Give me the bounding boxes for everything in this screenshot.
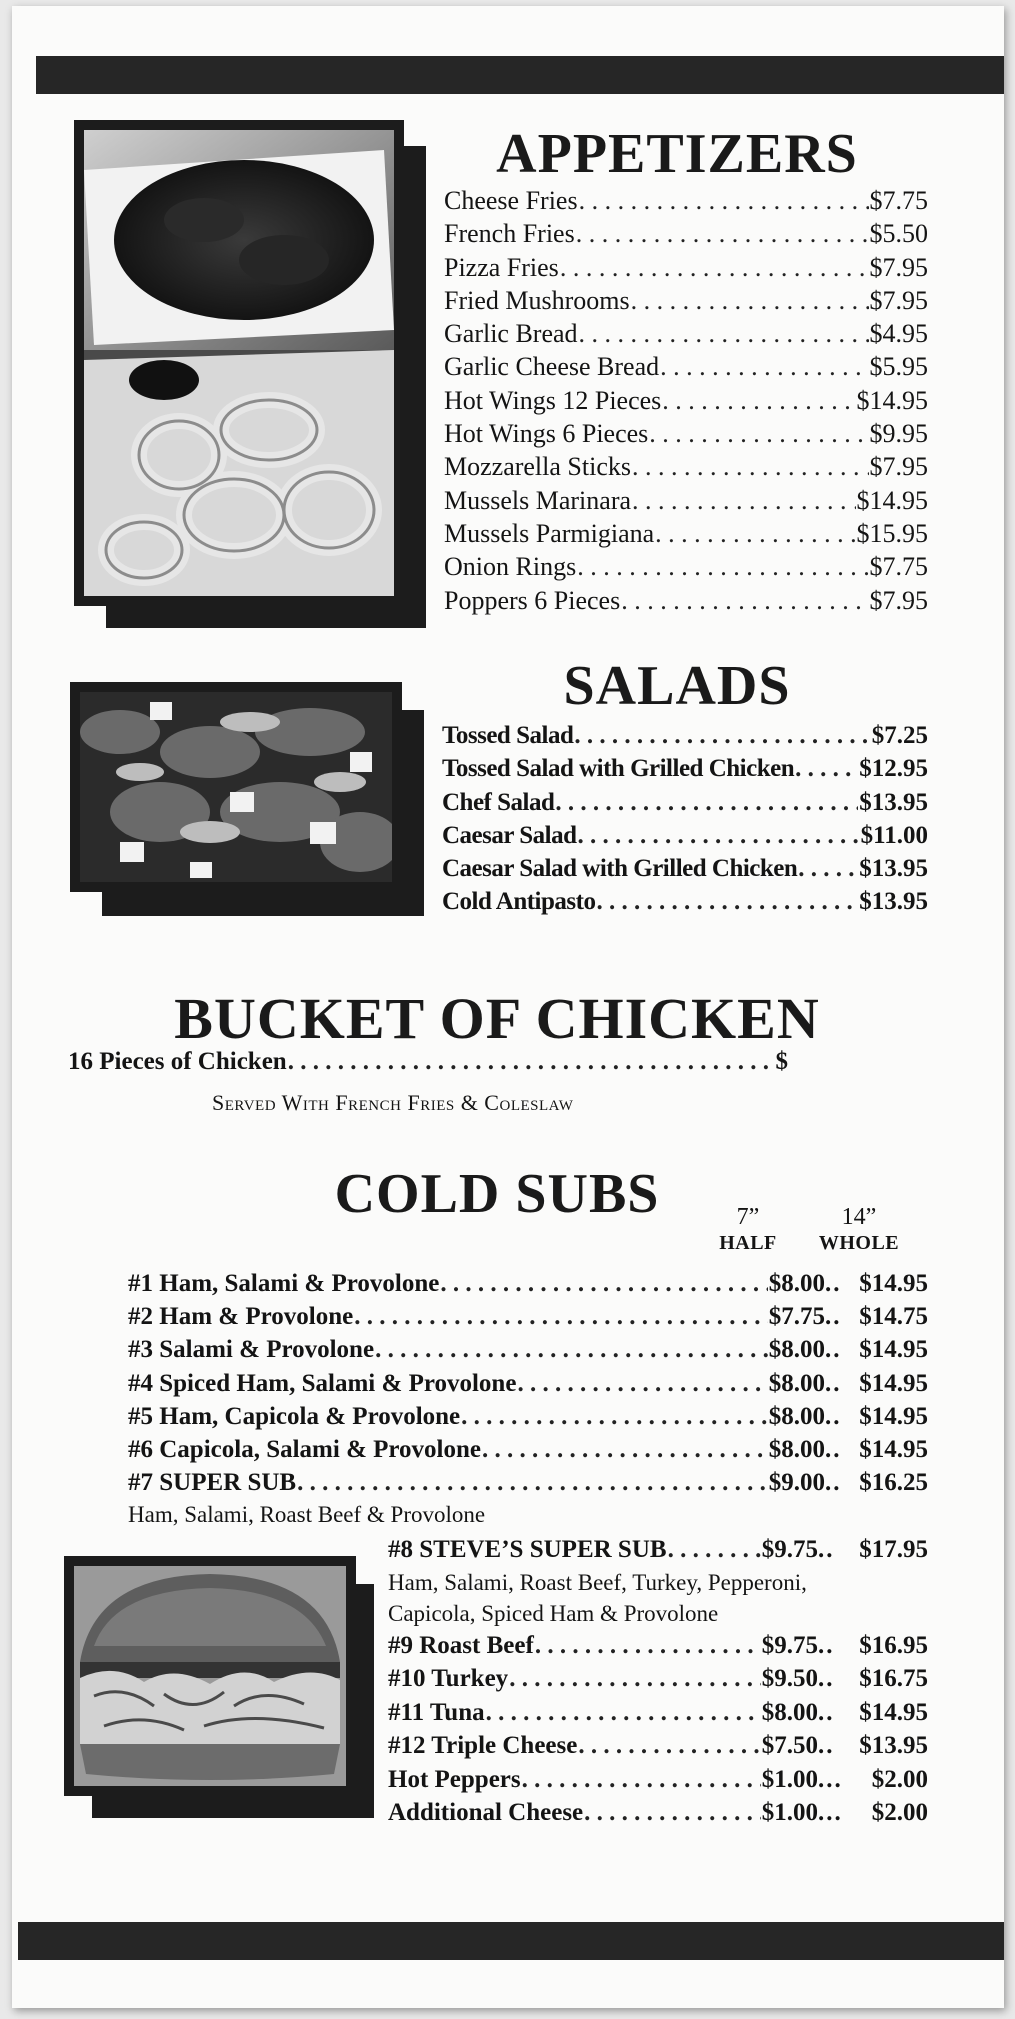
item-price: $	[775, 1048, 788, 1075]
whole-price: $2.00	[871, 1765, 928, 1793]
item-name: Garlic Bread	[444, 319, 578, 349]
list-item	[442, 855, 928, 888]
appetizers-list	[444, 186, 928, 619]
salad-photo	[80, 692, 392, 882]
bucket-item	[68, 1048, 788, 1076]
item-description: Capicola, Spiced Ham & Provolone	[388, 1600, 719, 1626]
whole-price: $16.75	[859, 1665, 928, 1692]
appetizers-heading: APPETIZERS	[496, 123, 858, 185]
item-name: Pizza Fries	[444, 252, 559, 282]
item-price: $7.75	[869, 552, 928, 582]
list-item	[444, 352, 928, 385]
item-name: #11 Tuna	[388, 1698, 485, 1726]
half-price: $1.00	[761, 1799, 818, 1826]
whole-price: $16.25	[859, 1469, 928, 1497]
bottom-border-band	[18, 1922, 1004, 1960]
item-name: Garlic Cheese Bread	[444, 352, 660, 382]
list-item: #4 Spiced Ham, Salami & Provolone . . . $8.00 .. $14.95	[128, 1370, 928, 1403]
item-name: Hot Peppers	[388, 1765, 521, 1793]
list-item	[442, 755, 928, 788]
list-item: #8 STEVE’S SUPER SUB . . . $9.75 .. $17.95	[388, 1536, 928, 1570]
list-item	[444, 552, 928, 585]
list-item	[442, 822, 928, 855]
item-name: #7 SUPER SUB	[128, 1469, 297, 1497]
half-label: HALF	[719, 1231, 777, 1254]
list-item	[444, 452, 928, 485]
item-name: Additional Cheese	[388, 1799, 584, 1826]
half-price: $8.00	[768, 1336, 825, 1364]
half-price: $9.50	[761, 1665, 818, 1692]
whole-label: WHOLE	[818, 1231, 900, 1254]
item-price: $7.25	[871, 722, 928, 749]
whole-price: $2.00	[871, 1799, 928, 1826]
whole-price: $13.95	[859, 1732, 928, 1759]
item-name: Hot Wings 6 Pieces	[444, 419, 649, 449]
item-name: Cheese Fries	[444, 186, 578, 215]
list-item	[444, 286, 928, 319]
salads-list	[442, 722, 928, 922]
list-item: Additional Cheese . . . $1.00 ... $2.00	[388, 1799, 928, 1833]
list-item	[444, 519, 928, 552]
item-price: $13.95	[859, 788, 928, 816]
list-item	[442, 789, 928, 822]
item-price: $7.75	[869, 186, 928, 215]
item-price: $11.00	[860, 821, 928, 849]
list-item: #11 Tuna . . . $8.00 .. $14.95	[388, 1699, 928, 1733]
item-name: Mussels Parmigiana	[444, 518, 655, 548]
list-item	[444, 186, 928, 219]
item-name: #9 Roast Beef	[388, 1631, 534, 1659]
half-price: $1.00	[761, 1765, 818, 1793]
whole-price: $14.95	[859, 1369, 928, 1397]
item-name: #3 Salami & Provolone	[128, 1336, 375, 1364]
sub-sandwich-image	[74, 1566, 346, 1786]
half-column-header	[708, 1204, 788, 1255]
salads-heading: SALADS	[563, 655, 791, 717]
item-name: Fried Mushrooms	[444, 285, 630, 315]
item-price: $13.95	[859, 855, 928, 883]
half-price: $8.00	[768, 1369, 825, 1397]
list-item: #9 Roast Beef . . . $9.75 .. $16.95	[388, 1632, 928, 1666]
item-name: #5 Ham, Capicola & Provolone	[128, 1402, 461, 1430]
item-price: $12.95	[859, 755, 928, 783]
list-item	[444, 486, 928, 519]
list-item: #3 Salami & Provolone . . . $8.00 .. $14.95	[128, 1336, 928, 1369]
list-item: #10 Turkey . . . $9.50 .. $16.75	[388, 1665, 928, 1699]
top-border-band	[36, 56, 1004, 94]
list-item	[442, 722, 928, 755]
item-description: Ham, Salami, Roast Beef, Turkey, Pepperoni,	[388, 1569, 807, 1595]
item-name: #2 Ham & Provolone	[128, 1303, 354, 1331]
whole-price: $14.95	[859, 1336, 928, 1364]
item-price: $7.95	[869, 285, 928, 315]
whole-size: 14”	[841, 1204, 877, 1230]
half-price: $8.00	[761, 1698, 818, 1726]
item-name: French Fries	[444, 219, 575, 249]
item-name: Tossed Salad	[442, 722, 574, 749]
list-item	[444, 253, 928, 286]
item-name: 16 Pieces of Chicken	[68, 1048, 287, 1075]
whole-price: $14.95	[859, 1698, 928, 1726]
whole-price: $14.75	[859, 1303, 928, 1331]
cold-subs-list	[128, 1270, 928, 1536]
list-item: #6 Capicola, Salami & Provolone . . . $8.00 .. $14.95	[128, 1436, 928, 1469]
item-name: #4 Spiced Ham, Salami & Provolone	[128, 1369, 517, 1397]
list-item	[442, 888, 928, 921]
item-name: Caesar Salad	[442, 821, 577, 849]
item-price: $14.95	[856, 385, 928, 415]
whole-column-header	[804, 1204, 914, 1255]
list-item	[444, 386, 928, 419]
item-name: #8 STEVE’S SUPER SUB	[388, 1536, 667, 1563]
salad-image	[80, 692, 392, 882]
item-price: $7.95	[869, 452, 928, 482]
list-item	[444, 319, 928, 352]
menu-page	[12, 6, 1004, 2008]
list-item: #1 Ham, Salami & Provolone . . . $8.00 .. $14.95	[128, 1270, 928, 1303]
whole-price: $14.95	[859, 1435, 928, 1463]
bucket-heading: BUCKET OF CHICKEN	[174, 986, 820, 1051]
sub-photo	[74, 1566, 346, 1786]
list-item: #5 Ham, Capicola & Provolone . . . $8.00 .. $14.95	[128, 1403, 928, 1436]
item-name: Onion Rings	[444, 552, 577, 582]
list-item: #2 Ham & Provolone . . . $7.75 .. $14.75	[128, 1303, 928, 1336]
list-item: Hot Peppers . . . $1.00 ... $2.00	[388, 1766, 928, 1800]
item-price: $5.50	[869, 219, 928, 249]
half-price: $9.00	[768, 1469, 825, 1497]
item-price: $4.95	[869, 319, 928, 349]
list-item	[444, 586, 928, 619]
wings-and-onion-rings-image	[84, 130, 394, 596]
half-price: $7.75	[768, 1303, 825, 1331]
item-name: Cold Antipasto	[442, 888, 596, 916]
cold-subs-heading: COLD SUBS	[334, 1163, 660, 1225]
whole-price: $14.95	[859, 1270, 928, 1297]
item-price: $13.95	[859, 888, 928, 916]
item-name: #1 Ham, Salami & Provolone	[128, 1270, 440, 1297]
item-price: $5.95	[869, 352, 928, 382]
list-item: #12 Triple Cheese . . . $7.50 .. $13.95	[388, 1732, 928, 1766]
half-price: $8.00	[768, 1435, 825, 1463]
item-name: Hot Wings 12 Pieces	[444, 385, 662, 415]
list-item	[444, 219, 928, 252]
half-price: $7.50	[761, 1732, 818, 1759]
half-size: 7”	[736, 1204, 760, 1230]
whole-price: $16.95	[859, 1631, 928, 1659]
bucket-note: Served With French Fries & Coleslaw	[212, 1090, 574, 1115]
item-price: $14.95	[856, 485, 928, 515]
item-name: Mozzarella Sticks	[444, 452, 631, 482]
item-name: #10 Turkey	[388, 1665, 509, 1692]
item-name: Tossed Salad with Grilled Chicken	[442, 755, 795, 783]
half-price: $8.00	[768, 1270, 825, 1297]
half-price: $9.75	[761, 1536, 818, 1563]
item-name: Chef Salad	[442, 788, 555, 816]
cold-subs-list-continued	[388, 1536, 928, 1833]
half-price: $8.00	[768, 1402, 825, 1430]
item-name: Caesar Salad with Grilled Chicken	[442, 855, 798, 883]
whole-price: $14.95	[859, 1402, 928, 1430]
item-price: $7.95	[869, 585, 928, 615]
half-price: $9.75	[761, 1631, 818, 1659]
item-price: $15.95	[856, 518, 928, 548]
list-item: #7 SUPER SUB . . . $9.00 .. $16.25	[128, 1469, 928, 1502]
item-name: #6 Capicola, Salami & Provolone	[128, 1435, 482, 1463]
item-description: Ham, Salami, Roast Beef & Provolone	[128, 1502, 486, 1528]
list-item	[444, 419, 928, 452]
item-name: Poppers 6 Pieces	[444, 585, 621, 615]
appetizer-photo	[84, 130, 394, 596]
item-price: $9.95	[869, 419, 928, 449]
item-price: $7.95	[869, 252, 928, 282]
item-name: Mussels Marinara	[444, 485, 632, 515]
whole-price: $17.95	[859, 1536, 928, 1563]
item-name: #12 Triple Cheese	[388, 1732, 578, 1759]
